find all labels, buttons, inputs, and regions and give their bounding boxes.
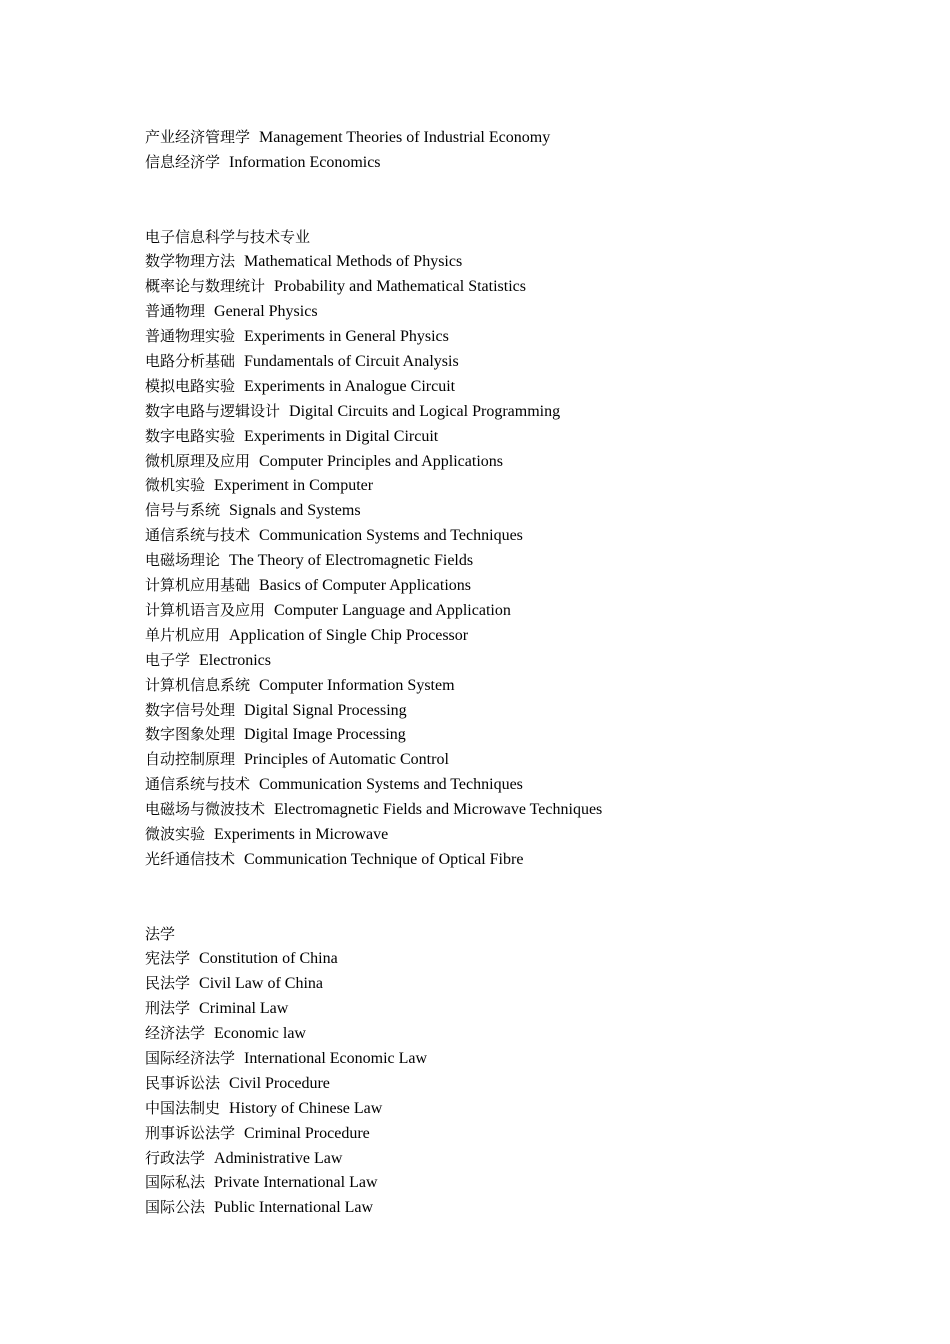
course-item <box>145 971 865 996</box>
course-chinese-name: 国际公法 <box>145 1198 206 1217</box>
course-item <box>145 847 865 872</box>
course-chinese-name: 电磁场理论 <box>145 551 221 570</box>
course-chinese-name: 数字图象处理 <box>145 725 236 744</box>
course-chinese-name: 通信系统与技术 <box>145 775 251 794</box>
course-english-name: Mathematical Methods of Physics <box>244 253 463 271</box>
course-chinese-name: 数字电路实验 <box>145 426 236 445</box>
course-chinese-name: 自动控制原理 <box>145 750 236 769</box>
course-item <box>145 797 865 822</box>
course-english-name: Basics of Computer Applications <box>259 577 471 595</box>
course-chinese-name: 刑事诉讼法学 <box>145 1123 236 1142</box>
course-item <box>145 673 865 698</box>
course-item <box>145 722 865 747</box>
course-item <box>145 498 865 523</box>
course-item <box>145 772 865 797</box>
course-english-name: History of Chinese Law <box>229 1099 383 1117</box>
course-english-name: General Physics <box>214 303 318 321</box>
course-item <box>145 598 865 623</box>
course-chinese-name: 宪法学 <box>145 949 191 968</box>
course-chinese-name: 模拟电路实验 <box>145 376 236 395</box>
course-chinese-name: 计算机语言及应用 <box>145 600 266 619</box>
course-item <box>145 747 865 772</box>
electronics-section <box>145 225 865 872</box>
course-english-name: Electromagnetic Fields and Microwave Techniques <box>274 801 603 819</box>
course-chinese-name: 单片机应用 <box>145 625 221 644</box>
course-item <box>145 374 865 399</box>
course-chinese-name: 概率论与数理统计 <box>145 277 266 296</box>
course-english-name: Digital Circuits and Logical Programming <box>289 402 561 420</box>
course-chinese-name: 刑法学 <box>145 999 191 1018</box>
course-item <box>145 449 865 474</box>
course-item <box>145 1195 865 1220</box>
course-english-name: Digital Signal Processing <box>244 701 407 719</box>
course-english-name: Computer Principles and Applications <box>259 452 503 470</box>
course-chinese-name: 电磁场与微波技术 <box>145 800 266 819</box>
course-chinese-name: 行政法学 <box>145 1148 206 1167</box>
course-item <box>145 573 865 598</box>
course-chinese-name: 信息经济学 <box>145 152 221 171</box>
course-english-name: Private International Law <box>214 1174 378 1192</box>
course-chinese-name: 民法学 <box>145 974 191 993</box>
course-english-name: Signals and Systems <box>229 502 361 520</box>
course-english-name: Fundamentals of Circuit Analysis <box>244 353 459 371</box>
course-chinese-name: 微机原理及应用 <box>145 451 251 470</box>
course-chinese-name: 数字信号处理 <box>145 700 236 719</box>
course-chinese-name: 数字电路与逻辑设计 <box>145 401 281 420</box>
course-chinese-name: 产业经济管理学 <box>145 128 251 146</box>
course-chinese-name: 国际经济法学 <box>145 1048 236 1067</box>
course-item <box>145 698 865 723</box>
document-page <box>145 125 865 1220</box>
law-section <box>145 922 865 1221</box>
section-spacer <box>145 872 865 922</box>
course-item <box>145 1121 865 1146</box>
course-item <box>145 274 865 299</box>
course-english-name: International Economic Law <box>244 1049 428 1067</box>
course-chinese-name: 通信系统与技术 <box>145 526 251 545</box>
course-item <box>145 648 865 673</box>
course-item <box>145 424 865 449</box>
course-chinese-name: 普通物理实验 <box>145 327 236 346</box>
course-item <box>145 473 865 498</box>
course-english-name: Application of Single Chip Processor <box>229 626 469 644</box>
course-item <box>145 946 865 971</box>
course-english-name: Computer Information System <box>259 676 455 694</box>
course-english-name: Administrative Law <box>214 1149 343 1167</box>
section-heading-electronics: 电子信息科学与技术专业 <box>145 227 311 246</box>
course-chinese-name: 微波实验 <box>145 824 206 843</box>
course-english-name: Economic law <box>214 1025 306 1043</box>
course-item <box>145 1170 865 1195</box>
course-chinese-name: 普通物理 <box>145 302 206 321</box>
course-english-name: Experiments in Analogue Circuit <box>244 377 456 395</box>
course-item <box>145 548 865 573</box>
course-english-name: Probability and Mathematical Statistics <box>274 278 526 296</box>
course-english-name: Experiments in General Physics <box>244 328 449 346</box>
course-chinese-name: 微机实验 <box>145 476 206 495</box>
economics-course-list <box>145 125 865 175</box>
course-english-name: Criminal Law <box>199 1000 289 1018</box>
course-chinese-name: 中国法制史 <box>145 1098 221 1117</box>
course-english-name: Experiment in Computer <box>214 477 374 495</box>
section-spacer <box>145 175 865 225</box>
course-english-name: Communication Systems and Techniques <box>259 776 523 794</box>
course-chinese-name: 经济法学 <box>145 1024 206 1043</box>
course-chinese-name: 光纤通信技术 <box>145 849 236 868</box>
course-item <box>145 1146 865 1171</box>
course-chinese-name: 国际私法 <box>145 1173 206 1192</box>
course-chinese-name: 信号与系统 <box>145 501 221 520</box>
course-chinese-name: 电路分析基础 <box>145 352 236 371</box>
course-chinese-name: 民事诉讼法 <box>145 1073 221 1092</box>
course-english-name: Constitution of China <box>199 950 338 968</box>
course-chinese-name: 计算机应用基础 <box>145 576 251 595</box>
course-english-name: Electronics <box>199 651 271 669</box>
course-english-name: Communication Technique of Optical Fibre <box>244 850 524 868</box>
course-item <box>145 249 865 274</box>
course-english-name: Experiments in Digital Circuit <box>244 427 439 445</box>
course-item <box>145 1096 865 1121</box>
course-item <box>145 399 865 424</box>
course-english-name: Principles of Automatic Control <box>244 751 449 769</box>
course-chinese-name: 数学物理方法 <box>145 252 236 271</box>
course-english-name: Experiments in Microwave <box>214 825 389 843</box>
course-english-name: Criminal Procedure <box>244 1124 370 1142</box>
course-english-name: Management Theories of Industrial Economy <box>259 129 551 146</box>
course-english-name: The Theory of Electromagnetic Fields <box>229 552 474 570</box>
course-item <box>145 1021 865 1046</box>
course-chinese-name: 电子学 <box>145 650 191 669</box>
course-chinese-name: 计算机信息系统 <box>145 675 251 694</box>
course-item <box>145 623 865 648</box>
course-english-name: Information Economics <box>229 153 381 171</box>
course-item <box>145 150 865 175</box>
course-item <box>145 299 865 324</box>
course-english-name: Public International Law <box>214 1199 374 1217</box>
course-item <box>145 1046 865 1071</box>
course-english-name: Digital Image Processing <box>244 726 406 744</box>
course-item <box>145 996 865 1021</box>
course-english-name: Civil Law of China <box>199 975 323 993</box>
section-heading-law: 法学 <box>145 924 176 943</box>
course-english-name: Civil Procedure <box>229 1074 330 1092</box>
course-item <box>145 324 865 349</box>
course-item <box>145 822 865 847</box>
course-item <box>145 125 865 150</box>
course-english-name: Communication Systems and Techniques <box>259 527 523 545</box>
course-english-name: Computer Language and Application <box>274 601 511 619</box>
course-item <box>145 1071 865 1096</box>
course-item <box>145 349 865 374</box>
course-item <box>145 523 865 548</box>
